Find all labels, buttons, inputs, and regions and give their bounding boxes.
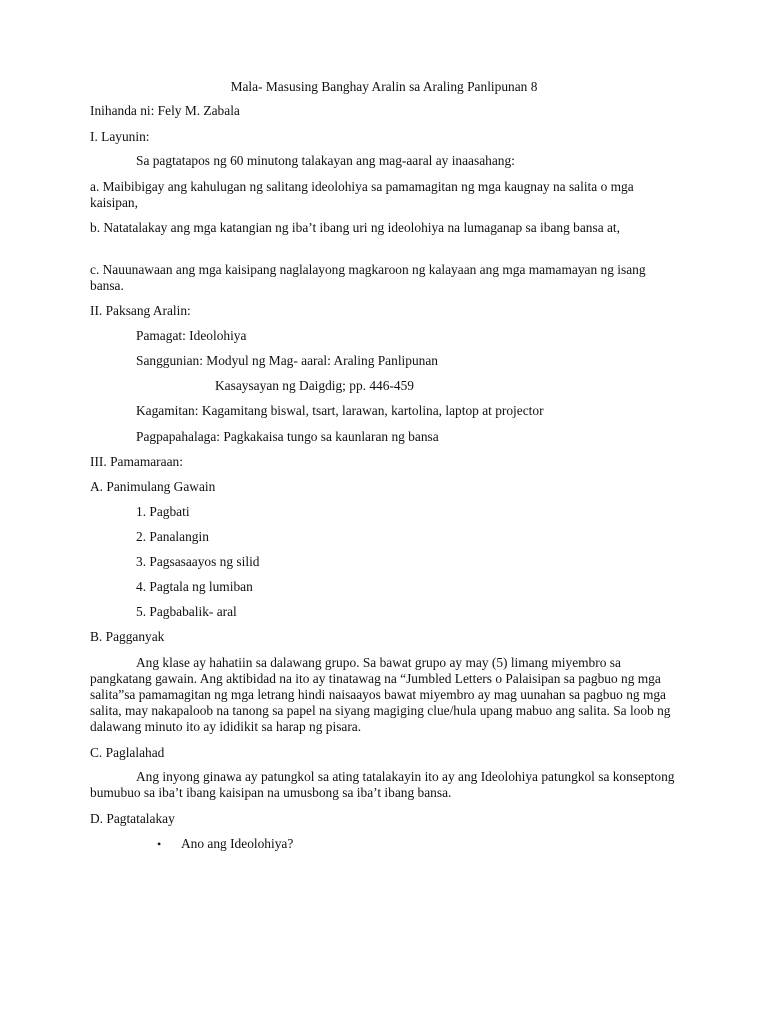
list-item: 2. Panalangin <box>136 529 209 544</box>
section-heading-layunin: I. Layunin: <box>90 129 150 144</box>
subheading-pagganyak: B. Pagganyak <box>90 629 165 644</box>
layunin-intro: Sa pagtatapos ng 60 minutong talakayan ang mag-aaral ay inaasahang: <box>136 153 515 168</box>
author-line: Inihanda ni: Fely M. Zabala <box>90 103 240 118</box>
pagpapahalaga-line: Pagpapahalaga: Pagkakaisa tungo sa kaunlaran ng bansa <box>136 429 439 444</box>
kagamitan-line: Kagamitan: Kagamitang biswal, tsart, larawan, kartolina, laptop at projector <box>136 403 544 418</box>
subheading-pagtatalakay: D. Pagtatalakay <box>90 811 175 826</box>
layunin-item-b: b. Natatalakay ang mga katangian ng iba’t ibang uri ng ideolohiya na lumaganap sa ibang bansa at, <box>90 220 621 235</box>
sanggunian-continuation: Kasaysayan ng Daigdig; pp. 446-459 <box>215 378 414 393</box>
subheading-panimulang-gawain: A. Panimulang Gawain <box>90 479 216 494</box>
pagganyak-paragraph: Ang klase ay hahatiin sa dalawang grupo. Sa bawat grupo ay may (5) limang miyembro sa pangkatang gawain. Ang aktibidad na ito ay tinatawag na “Jumbled Letters o Palaisipan sa pagbuo ng mga salita”sa pamamagitan ng mga letrang hindi naisaayos bawat miyembro ay mag uunahan sa pagbuo ng mga salita, may nakapaloob na tanong sa papel na siyang magiging clue/hula upang mabuo ang salita. Sa loob ng dalawang minuto ito ay ididikit sa harap ng pisara. <box>90 655 671 734</box>
list-item: 3. Pagsasaayos ng silid <box>136 554 260 569</box>
pamagat-line: Pamagat: Ideolohiya <box>136 328 247 343</box>
document-title: Mala- Masusing Banghay Aralin sa Araling Panlipunan 8 <box>230 79 538 94</box>
paglalahad-paragraph: Ang inyong ginawa ay patungkol sa ating tatalakayin ito ay ang Ideolohiya patungkol sa konseptong bumubuo sa iba’t ibang kaisipan na umusbong sa iba’t ibang bansa. <box>90 769 675 800</box>
bullet-icon: • <box>157 837 162 851</box>
list-item: 1. Pagbati <box>136 504 190 519</box>
section-heading-paksang-aralin: II. Paksang Aralin: <box>90 303 191 318</box>
list-item: 4. Pagtala ng lumiban <box>136 579 253 594</box>
bullet-item: Ano ang Ideolohiya? <box>181 836 294 851</box>
list-item: 5. Pagbabalik- aral <box>136 604 237 619</box>
sanggunian-line: Sanggunian: Modyul ng Mag- aaral: Araling Panlipunan <box>136 353 438 368</box>
layunin-item-c: c. Nauunawaan ang mga kaisipang naglalayong magkaroon ng kalayaan ang mga mamamayan ng isang bansa. <box>90 262 646 293</box>
layunin-item-a: a. Maibibigay ang kahulugan ng salitang ideolohiya sa pamamagitan ng mga kaugnay na salita o mga kaisipan, <box>90 179 634 210</box>
subheading-paglalahad: C. Paglalahad <box>90 745 165 760</box>
section-heading-pamamaraan: III. Pamamaraan: <box>90 454 183 469</box>
